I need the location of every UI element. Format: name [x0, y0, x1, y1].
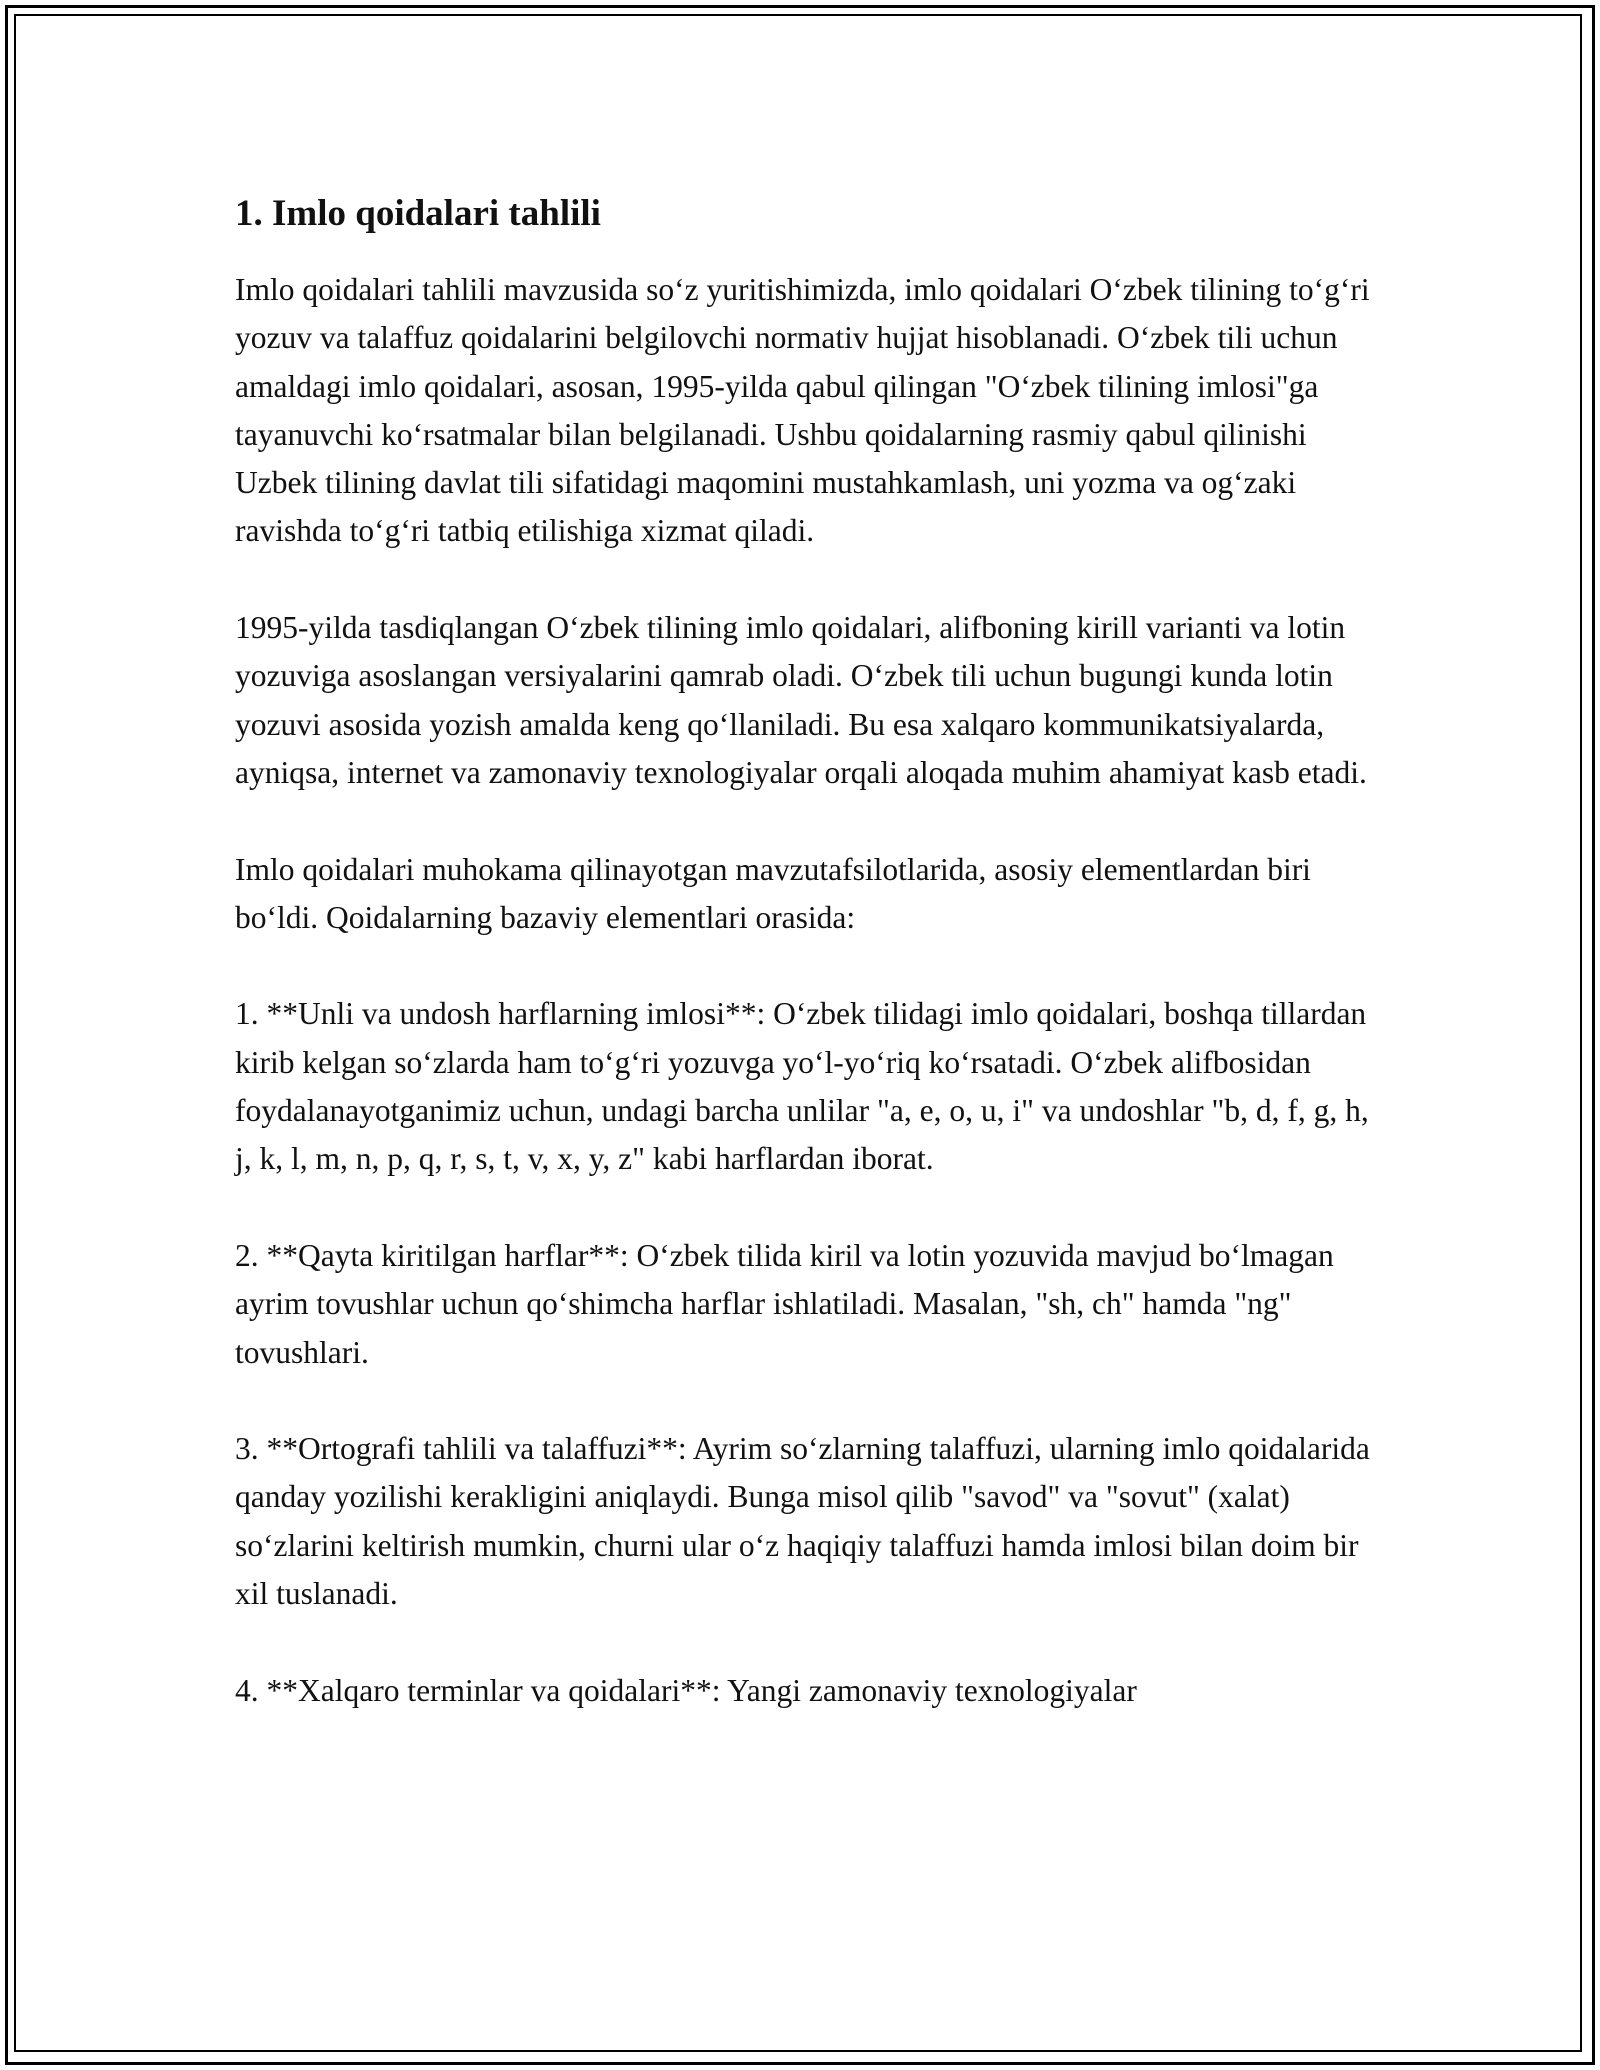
- list-item-vowels-consonants: 1. **Unli va undosh harflarning imlosi**: O‘zbek tilidagi imlo qoidalari, boshqa tillardan kirib kelgan so‘zlarda ham to‘g‘ri yozuvga yo‘l-yo‘riq ko‘rsatadi. O‘zbek alifbosidan foydalanayotganimiz uchun, undagi barcha unlilar "a, e, o, u, i" va undoshlar "b, d, f, g, h, j, k, l, m, n, p, q, r, s, t, v, x, y, z" kabi harflardan iborat.: [235, 996, 1369, 1177]
- paragraph-elements-intro: Imlo qoidalari muhokama qilinayotgan mavzutafsilotlarida, asosiy elementlardan biri bo‘ldi. Qoidalarning bazaviy elementlari orasida:: [235, 851, 1311, 935]
- document-body: [235, 188, 1375, 1715]
- section-heading: 1. Imlo qoidalari tahlili: [235, 193, 601, 234]
- paragraph-intro: Imlo qoidalari tahlili mavzusida so‘z yuritishimizda, imlo qoidalari O‘zbek tilining to‘g‘ri yozuv va talaffuz qoidalarini belgilovchi normativ hujjat hisoblanadi. O‘zbek tili uchun amaldagi imlo qoidalari, asosan, 1995-yilda qabul qilingan "O‘zbek tilining imlosi"ga tayanuvchi ko‘rsatmalar bilan belgilanadi. Ushbu qoidalarning rasmiy qabul qilinishi Uzbek tilining davlat tili sifatidagi maqomini mustahkamlash, uni yozma va og‘zaki ravishda to‘g‘ri tatbiq etilishiga xizmat qiladi.: [235, 272, 1370, 549]
- list-item-added-letters: 2. **Qayta kiritilgan harflar**: O‘zbek tilida kiril va lotin yozuvida mavjud bo‘lmagan ayrim tovushlar uchun qo‘shimcha harflar ishlatiladi. Masalan, "sh, ch" hamda "ng" tovushlari.: [235, 1237, 1334, 1370]
- list-item-orthography: 3. **Ortografi tahlili va talaffuzi**: Ayrim so‘zlarning talaffuzi, ularning imlo qoidalarida qanday yozilishi kerakligini aniqlaydi. Bunga misol qilib "savod" va "sovut" (xalat) so‘zlarini keltirish mumkin, churni ular o‘z haqiqiy talaffuzi hamda imlosi bilan doim bir xil tuslanadi.: [235, 1431, 1370, 1612]
- paragraph-alphabet: 1995-yilda tasdiqlangan O‘zbek tilining imlo qoidalari, alifboning kirill varianti va lotin yozuviga asoslangan versiyalarini qamrab oladi. O‘zbek tili uchun bugungi kunda lotin yozuvi asosida yozish amalda keng qo‘llaniladi. Bu esa xalqaro kommunikatsiyalarda, ayniqsa, internet va zamonaviy texnologiyalar orqali aloqada muhim ahamiyat kasb etadi.: [235, 610, 1367, 790]
- list-item-international-terms: 4. **Xalqaro terminlar va qoidalari**: Yangi zamonaviy texnologiyalar: [235, 1672, 1137, 1708]
